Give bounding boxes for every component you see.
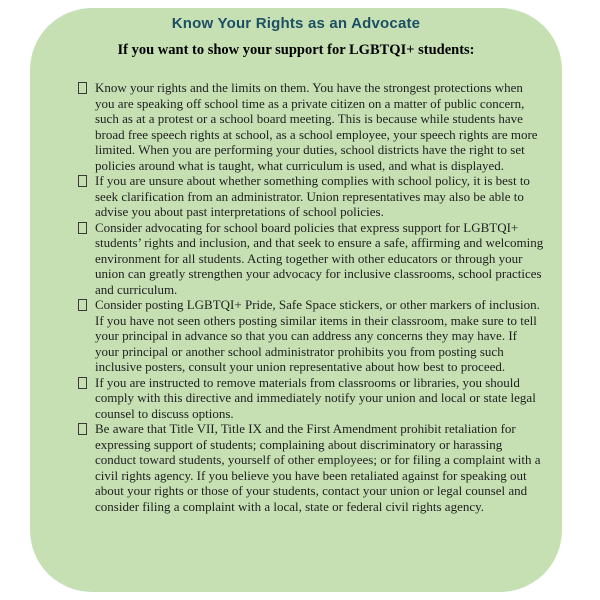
bullet-item — [78, 297, 544, 375]
bullet-item — [78, 220, 544, 298]
bullet-item — [78, 80, 544, 173]
bullet-text: Consider posting LGBTQI+ Pride, Safe Space stickers, or other markers of inclusion. If you have not seen others posting similar items in their classroom, make sure to tell your principal in advance so that you can address any concerns they may have. If your principal or another school administrator prohibits you from posting such inclusive posters, consult your union representative about how best to proceed. — [95, 297, 540, 374]
bullet-text: Know your rights and the limits on them. You have the strongest protections when you are speaking off school time as a private citizen on a matter of public concern, such as at a protest or a school board meeting. This is because while students have broad free speech rights at school, as a school employee, your speech rights are more limited. When you are performing your duties, school districts have the right to set policies around what is taught, what curriculum is used, and what is displayed. — [95, 80, 538, 173]
bullet-item — [78, 375, 544, 422]
bullet-text: Be aware that Title VII, Title IX and the First Amendment prohibit retaliation for expressing support of students; complaining about discriminatory or harassing conduct toward students, yourself of other employees; or for filing a complaint with a civil rights agency. If you believe you have been retaliated against for speaking out about your rights or those of your students, contact your union or legal counsel and consider filing a complaint with a local, state or federal civil rights agency. — [95, 421, 541, 514]
card-subtitle: If you want to show your support for LGBTQI+ students: — [117, 42, 475, 58]
checkbox-bullet-icon — [78, 423, 87, 435]
bullet-item — [78, 173, 544, 220]
checkbox-bullet-icon — [78, 377, 87, 389]
rights-bullet-list — [78, 80, 544, 514]
bullet-text: If you are unsure about whether something complies with school policy, it is best to seek clarification from an administrator. Union representatives may also be able to advise you about past interpretations of school policies. — [95, 173, 530, 219]
checkbox-bullet-icon — [78, 82, 87, 94]
checkbox-bullet-icon — [78, 299, 87, 311]
card-title: Know Your Rights as an Advocate — [171, 15, 421, 32]
checkbox-bullet-icon — [78, 222, 87, 234]
bullet-text: Consider advocating for school board policies that express support for LGBTQI+ students’ rights and inclusion, and that seek to ensure a safe, affirming and welcoming environment for all students. Acting together with other educators or through your union can greatly strengthen your advocacy for inclusive classrooms, school practices and curriculum. — [95, 219, 544, 297]
bullet-text: If you are instructed to remove materials from classrooms or libraries, you should comply with this directive and immediately notify your union and local or state legal counsel to discuss options. — [95, 374, 536, 421]
advocate-rights-card — [30, 8, 562, 592]
checkbox-bullet-icon — [78, 175, 87, 187]
bullet-item — [78, 421, 544, 514]
